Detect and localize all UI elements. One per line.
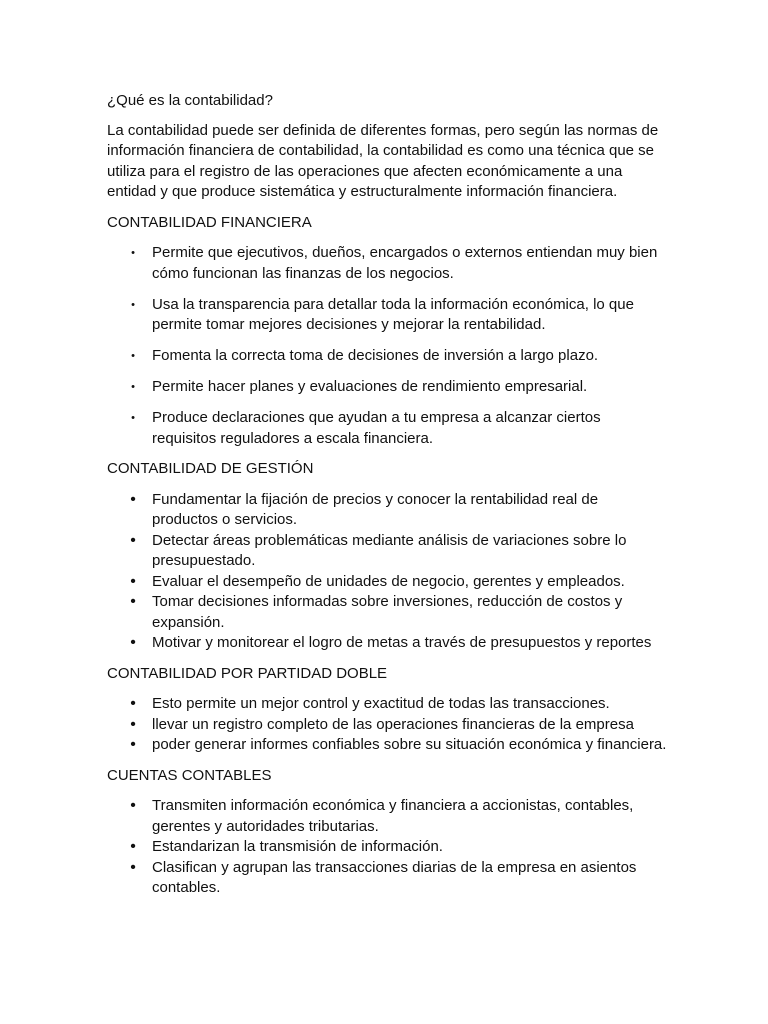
bullet-icon: • — [130, 634, 136, 651]
list-item-text: Esto permite un mejor control y exactitud de todas las transacciones. — [152, 695, 610, 712]
list-cuentas — [107, 796, 667, 899]
list-item-text: Fomenta la correcta toma de decisiones de inversión a largo plazo. — [152, 347, 599, 364]
list-item — [107, 837, 667, 858]
bullet-icon: • — [130, 572, 136, 590]
list-item — [107, 295, 667, 336]
list-item-text: Fundamentar la fijación de precios y conocer la rentabilidad real de productos o servicios. — [152, 490, 599, 528]
list-item-text: poder generar informes confiables sobre su situación económica y financiera. — [152, 736, 667, 753]
bullet-icon: • — [130, 593, 136, 610]
list-item — [107, 592, 667, 633]
list-item-text: Motivar y monitorear el logro de metas a través de presupuestos y reportes — [152, 634, 652, 651]
section-heading-gestion: CONTABILIDAD DE GESTIÓN — [107, 460, 314, 477]
list-item-text: Usa la transparencia para detallar toda la información económica, lo que permite tomar mejores decisiones y mejorar la rentabilidad. — [152, 295, 634, 333]
list-item — [107, 346, 667, 367]
list-item-text: Tomar decisiones informadas sobre inversiones, reducción de costos y expansión. — [152, 593, 623, 631]
list-item — [107, 858, 667, 899]
list-item — [107, 377, 667, 398]
list-item-text: Transmiten información económica y financiera a accionistas, contables, gerentes y autoridades tributarias. — [152, 797, 634, 835]
bullet-icon: • — [130, 797, 136, 814]
bullet-icon: • — [130, 736, 136, 753]
list-item — [107, 531, 667, 572]
list-item — [107, 572, 667, 593]
list-item-text: Clasifican y agrupan las transacciones diarias de la empresa en asientos contables. — [152, 858, 637, 896]
list-item-text: Produce declaraciones que ayudan a tu empresa a alcanzar ciertos requisitos reguladores a escala financiera. — [152, 409, 601, 447]
intro-paragraph: La contabilidad puede ser definida de diferentes formas, pero según las normas de información financiera de contabilidad, la contabilidad es como una técnica que se utiliza para el registro de las operaciones que afecten económicamente a una entidad y que produce sistemática y estructuralmente información financiera. — [107, 121, 659, 200]
list-financiera — [107, 243, 667, 449]
bullet-icon: • — [131, 381, 135, 393]
bullet-icon: • — [130, 858, 136, 876]
bullet-icon: • — [130, 695, 136, 712]
bullet-icon: • — [130, 490, 136, 508]
bullet-icon: • — [130, 838, 136, 855]
bullet-icon: • — [131, 350, 135, 362]
list-item — [107, 243, 667, 284]
list-item — [107, 633, 667, 654]
document-title: ¿Qué es la contabilidad? — [107, 92, 273, 109]
list-item-text: llevar un registro completo de las operaciones financieras de la empresa — [152, 715, 634, 733]
list-item — [107, 715, 667, 736]
section-heading-cuentas: CUENTAS CONTABLES — [107, 766, 272, 784]
list-item-text: Detectar áreas problemáticas mediante análisis de variaciones sobre lo presupuestado. — [152, 531, 627, 569]
list-item — [107, 735, 667, 756]
bullet-icon: • — [131, 412, 135, 424]
list-item — [107, 694, 667, 715]
list-item-text: Permite que ejecutivos, dueños, encargados o externos entiendan muy bien cómo funcionan las finanzas de los negocios. — [152, 244, 658, 282]
section-heading-partida-doble: CONTABILIDAD POR PARTIDAD DOBLE — [107, 664, 388, 682]
list-partida-doble — [107, 694, 667, 756]
document-page — [107, 91, 667, 909]
bullet-icon: • — [130, 715, 136, 733]
list-item — [107, 796, 667, 837]
section-heading-financiera: CONTABILIDAD FINANCIERA — [107, 213, 312, 231]
bullet-icon: • — [131, 247, 135, 259]
bullet-icon: • — [131, 298, 135, 311]
list-item — [107, 490, 667, 531]
list-gestion — [107, 490, 667, 654]
list-item-text: Estandarizan la transmisión de información. — [152, 838, 443, 855]
bullet-icon: • — [130, 531, 136, 549]
list-item — [107, 408, 667, 449]
list-item-text: Permite hacer planes y evaluaciones de rendimiento empresarial. — [152, 378, 588, 395]
list-item-text: Evaluar el desempeño de unidades de negocio, gerentes y empleados. — [152, 572, 625, 590]
